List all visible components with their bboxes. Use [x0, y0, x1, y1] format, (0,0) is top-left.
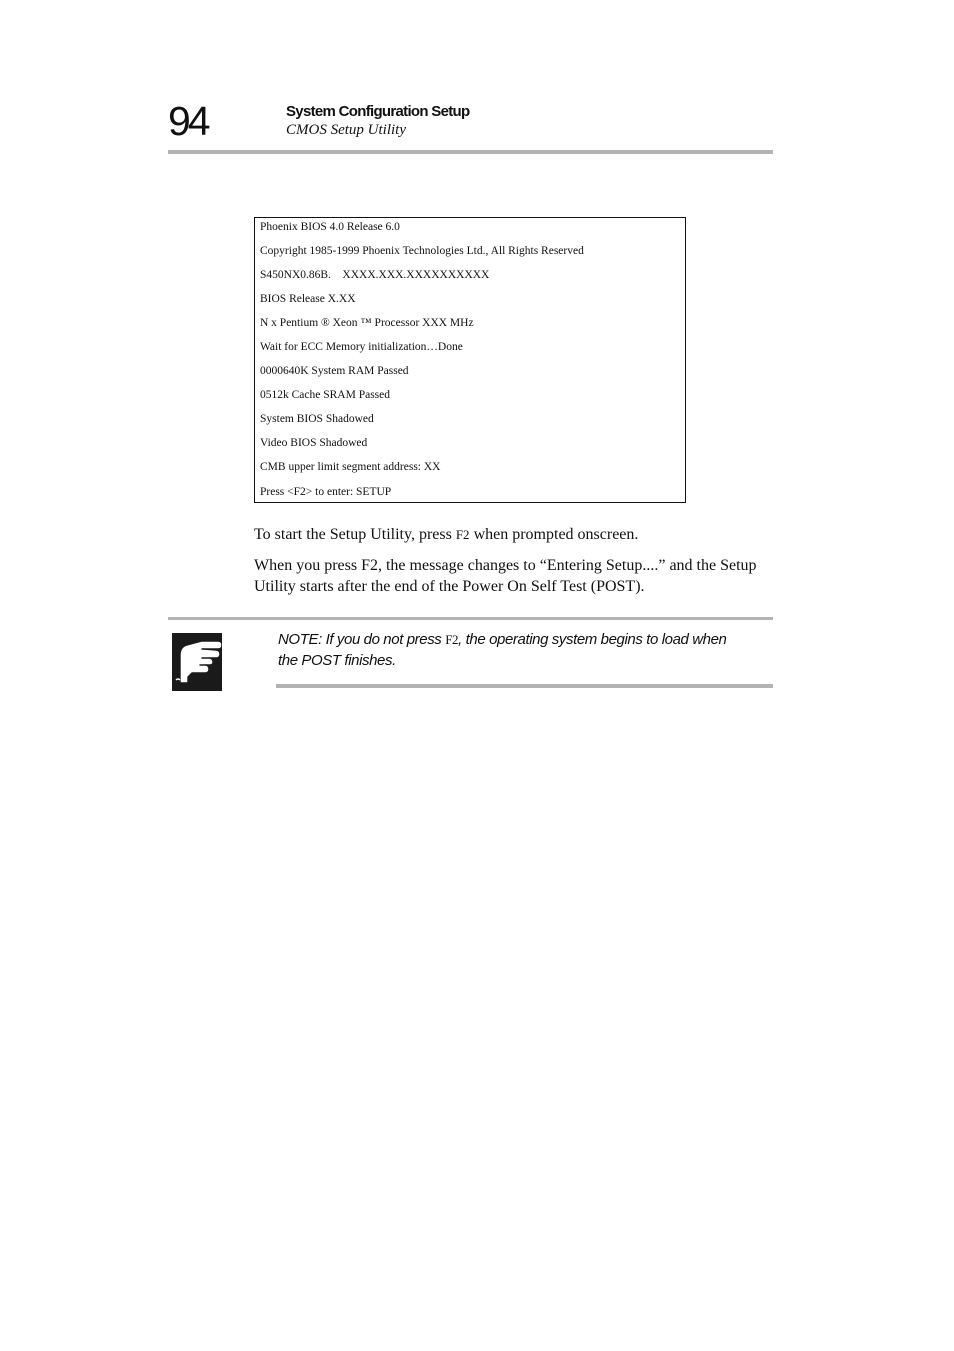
note-text-part: NOTE: If you do not press: [278, 631, 446, 648]
bios-line: BIOS Release X.XX: [260, 293, 356, 305]
note-bottom-divider: [276, 684, 773, 688]
bios-line: Copyright 1985-1999 Phoenix Technologies Ltd., All Rights Reserved: [260, 245, 584, 257]
note-text: [278, 629, 748, 671]
setup-explanation-paragraph: When you press F2, the message changes to “Entering Setup....” and the Setup Utility starts after the end of the Power On Self Test (POST).: [254, 557, 757, 595]
page-number: 94: [168, 98, 208, 144]
bios-line: N x Pentium ® Xeon ™ Processor XXX MHz: [260, 317, 474, 329]
bios-line: 0000640K System RAM Passed: [260, 365, 409, 377]
paragraph-text: To start the Setup Utility, press: [254, 526, 456, 543]
section-subtitle: CMOS Setup Utility: [286, 122, 406, 138]
bios-line: Phoenix BIOS 4.0 Release 6.0: [260, 221, 400, 233]
header-divider: [168, 150, 773, 154]
bios-line: Press <F2> to enter: SETUP: [260, 486, 392, 498]
section-title: System Configuration Setup: [286, 103, 470, 120]
bios-line: Wait for ECC Memory initialization…Done: [260, 341, 463, 353]
bios-line: Video BIOS Shadowed: [260, 437, 368, 449]
bios-line: System BIOS Shadowed: [260, 413, 374, 425]
paragraph-text: when prompted onscreen.: [469, 526, 639, 543]
bios-screen-box: [254, 217, 686, 503]
pointing-hand-icon: [172, 633, 222, 691]
bios-line: S450NX0.86B. XXXX.XXX.XXXXXXXXXX: [260, 269, 490, 281]
bios-line: CMB upper limit segment address: XX: [260, 461, 441, 473]
key-label: F2: [455, 527, 470, 542]
note-top-divider: [168, 617, 773, 620]
note-text-part: , the operating system begins to load when the POST finishes.: [278, 631, 727, 669]
bios-line: 0512k Cache SRAM Passed: [260, 389, 391, 401]
setup-instruction-paragraph: [254, 524, 774, 545]
note-key-label: F2: [445, 632, 459, 647]
